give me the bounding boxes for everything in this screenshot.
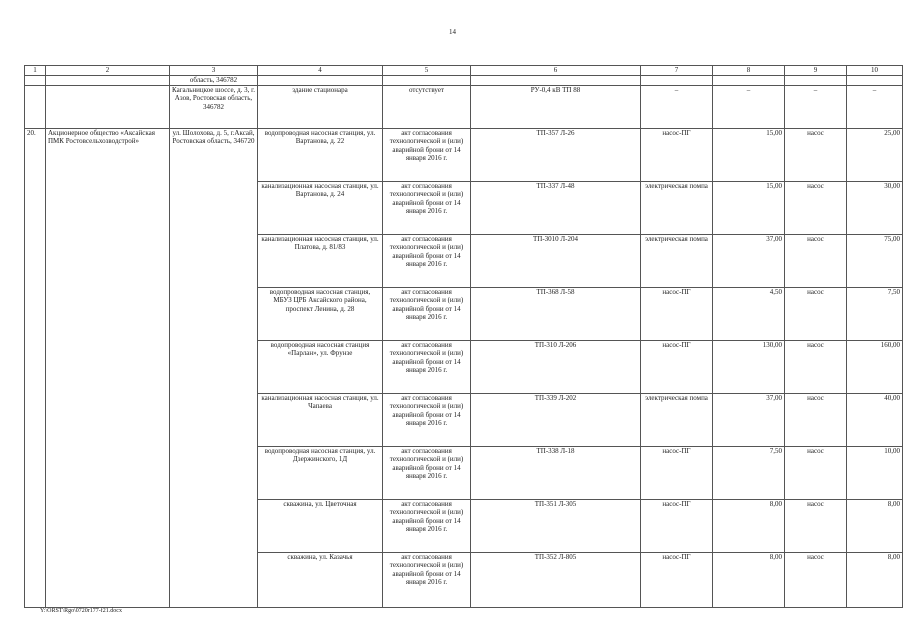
type-cell: насос	[785, 553, 847, 608]
act-cell: акт согласования технологической и (или) аварийной брони от 14 января 2016 г.	[383, 394, 471, 447]
object-cell: канализационная насосная станция, ул. Платова, д. 81/83	[258, 235, 383, 288]
page-number: 14	[449, 28, 456, 36]
type-cell: насос	[785, 500, 847, 553]
address-cell: Кагальницкое шоссе, д. 3, г. Азов, Ростовская область, 346782	[170, 86, 258, 129]
equipment-cell: насос-ПГ	[641, 500, 713, 553]
continuation-row	[25, 86, 903, 129]
tp-cell: ТП-339 Л-202	[471, 394, 641, 447]
power-cell: 8,00	[713, 553, 785, 608]
total-cell: 7,50	[847, 288, 903, 341]
object-cell: здание стационара	[258, 86, 383, 129]
file-path-footer: Y:\ORST\Rgo\0720r177-f21.docx	[40, 608, 122, 614]
organization-cell: Акционерное общество «Аксайская ПМК Ростовсельхозводстрой»	[46, 129, 170, 608]
col-header-8: 8	[713, 66, 785, 76]
type-cell: насос	[785, 394, 847, 447]
tp-cell: ТП-352 Л-805	[471, 553, 641, 608]
equipment-cell: насос-ПГ	[641, 553, 713, 608]
total-cell: 8,00	[847, 500, 903, 553]
continuation-row-address	[25, 76, 903, 86]
act-cell: акт согласования технологической и (или) аварийной брони от 14 января 2016 г.	[383, 235, 471, 288]
table-cell	[471, 76, 641, 86]
address-cell: область, 346782	[170, 76, 258, 86]
object-cell: скважина, ул. Цветочная	[258, 500, 383, 553]
tp-cell: ТП-351 Л-305	[471, 500, 641, 553]
object-cell: канализационная насосная станция, ул. Вартанова, д. 24	[258, 182, 383, 235]
type-cell: –	[785, 86, 847, 129]
type-cell: насос	[785, 341, 847, 394]
col-header-4: 4	[258, 66, 383, 76]
type-cell: насос	[785, 235, 847, 288]
power-cell: 7,50	[713, 447, 785, 500]
act-cell: акт согласования технологической и (или) аварийной брони от 14 января 2016 г.	[383, 341, 471, 394]
type-cell: насос	[785, 447, 847, 500]
equipment-cell: насос-ПГ	[641, 447, 713, 500]
table-cell	[713, 76, 785, 86]
col-header-1: 1	[25, 66, 46, 76]
total-cell: –	[847, 86, 903, 129]
tp-cell: РУ-0,4 кВ ТП 88	[471, 86, 641, 129]
table-cell	[847, 76, 903, 86]
total-cell: 160,00	[847, 341, 903, 394]
total-cell: 25,00	[847, 129, 903, 182]
object-cell: водопроводная насосная станция, ул. Дзержинского, 1Д	[258, 447, 383, 500]
table-cell	[785, 76, 847, 86]
power-cell: 130,00	[713, 341, 785, 394]
power-cell: 8,00	[713, 500, 785, 553]
object-cell: водопроводная насосная станция, ул. Вартанова, д. 22	[258, 129, 383, 182]
col-header-2: 2	[46, 66, 170, 76]
col-header-10: 10	[847, 66, 903, 76]
col-header-9: 9	[785, 66, 847, 76]
entry-number-cell: 20.	[25, 129, 46, 608]
power-cell: 15,00	[713, 129, 785, 182]
table-cell	[383, 76, 471, 86]
equipment-cell: насос-ПГ	[641, 288, 713, 341]
column-number-row	[25, 66, 903, 76]
act-cell: акт согласования технологической и (или) аварийной брони от 14 января 2016 г.	[383, 447, 471, 500]
power-cell: 4,50	[713, 288, 785, 341]
type-cell: насос	[785, 182, 847, 235]
table-cell	[25, 76, 46, 86]
tp-cell: ТП-310 Л-206	[471, 341, 641, 394]
document-table	[24, 65, 903, 608]
total-cell: 40,00	[847, 394, 903, 447]
act-cell: акт согласования технологической и (или) аварийной брони от 14 января 2016 г.	[383, 288, 471, 341]
col-header-5: 5	[383, 66, 471, 76]
table-cell	[46, 76, 170, 86]
act-cell: акт согласования технологической и (или) аварийной брони от 14 января 2016 г.	[383, 553, 471, 608]
col-header-7: 7	[641, 66, 713, 76]
table-cell	[25, 86, 46, 129]
power-cell: 37,00	[713, 394, 785, 447]
act-cell: акт согласования технологической и (или) аварийной брони от 14 января 2016 г.	[383, 500, 471, 553]
object-cell: канализационная насосная станция, ул. Чапаева	[258, 394, 383, 447]
power-cell: 37,00	[713, 235, 785, 288]
act-cell: акт согласования технологической и (или) аварийной брони от 14 января 2016 г.	[383, 129, 471, 182]
table-cell	[46, 86, 170, 129]
organization-address-cell: ул. Шолохова, д. 5, г.Аксай, Ростовская область, 346720	[170, 129, 258, 608]
tp-cell: ТП-337 Л-48	[471, 182, 641, 235]
object-cell: водопроводная насосная станция, МБУЗ ЦРБ Аксайского района, проспект Ленина, д. 28	[258, 288, 383, 341]
equipment-cell: электрическая помпа	[641, 182, 713, 235]
total-cell: 30,00	[847, 182, 903, 235]
power-cell: 15,00	[713, 182, 785, 235]
object-cell: водопроводная насосная станция «Парлан», ул. Фрунзе	[258, 341, 383, 394]
table-cell	[258, 76, 383, 86]
table-cell	[641, 76, 713, 86]
total-cell: 75,00	[847, 235, 903, 288]
col-header-6: 6	[471, 66, 641, 76]
tp-cell: ТП-338 Л-18	[471, 447, 641, 500]
act-cell: отсутствует	[383, 86, 471, 129]
equipment-cell: насос-ПГ	[641, 341, 713, 394]
type-cell: насос	[785, 129, 847, 182]
col-header-3: 3	[170, 66, 258, 76]
type-cell: насос	[785, 288, 847, 341]
act-cell: акт согласования технологической и (или) аварийной брони от 14 января 2016 г.	[383, 182, 471, 235]
power-cell: –	[713, 86, 785, 129]
equipment-cell: электрическая помпа	[641, 394, 713, 447]
equipment-cell: электрическая помпа	[641, 235, 713, 288]
table-row	[25, 129, 903, 182]
total-cell: 10,00	[847, 447, 903, 500]
tp-cell: ТП-357 Л-26	[471, 129, 641, 182]
equipment-cell: насос-ПГ	[641, 129, 713, 182]
equipment-cell: –	[641, 86, 713, 129]
object-cell: скважина, ул. Казачья	[258, 553, 383, 608]
tp-cell: ТП-3010 Л-204	[471, 235, 641, 288]
total-cell: 8,00	[847, 553, 903, 608]
tp-cell: ТП-368 Л-58	[471, 288, 641, 341]
